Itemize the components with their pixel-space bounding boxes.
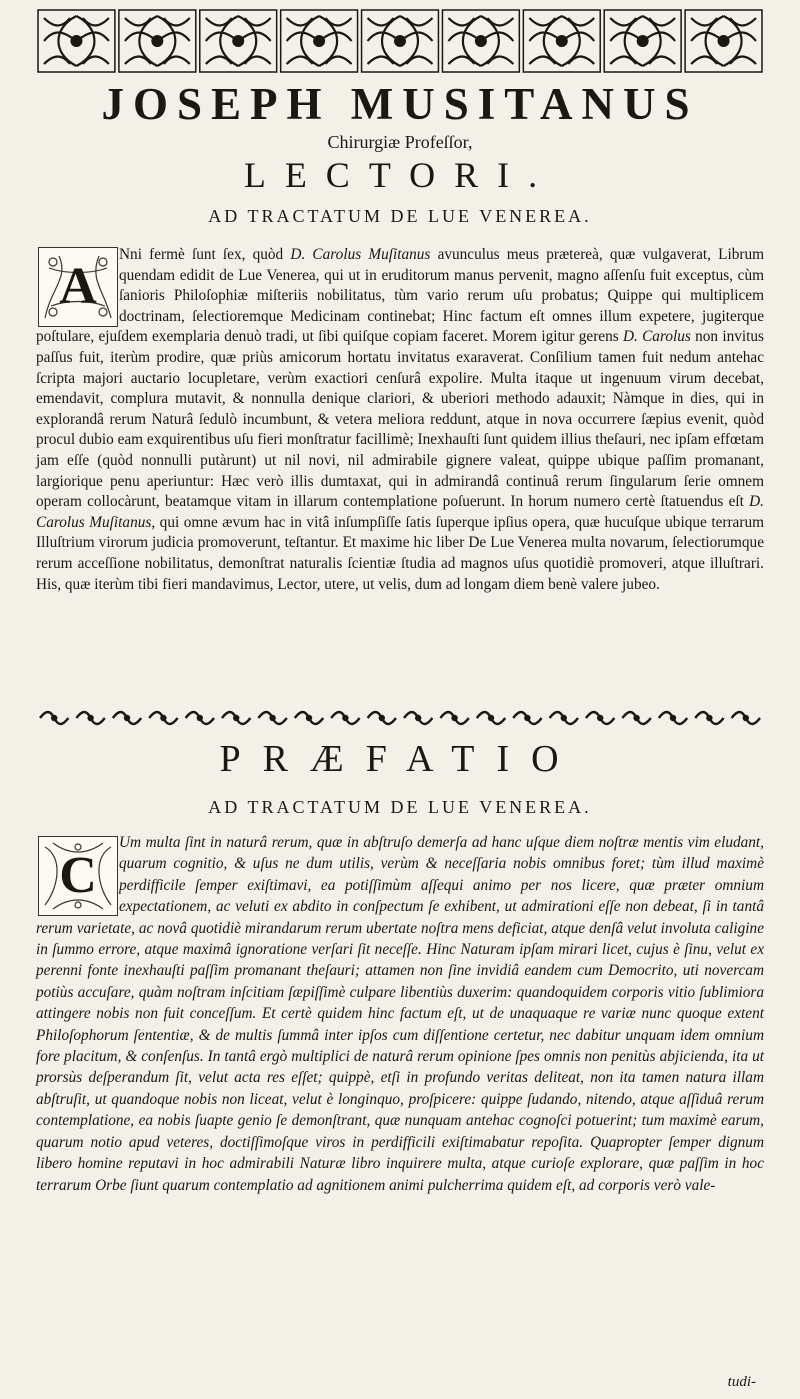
fleuron-icon (258, 712, 286, 724)
fleuron-divider-row (36, 708, 764, 728)
head-ornament-tile (362, 10, 439, 72)
initial-letter: C (59, 847, 97, 904)
head-ornament-tile (119, 10, 196, 72)
catchword: tudi- (727, 1374, 756, 1390)
fleuron-icon (40, 712, 68, 724)
head-ornament-tile (200, 10, 277, 72)
fleuron-icon (586, 712, 614, 724)
head-ornament-tile (442, 10, 519, 72)
fleuron-icon (622, 712, 650, 724)
praefatio-subtitle: AD TRACTATUM DE LUE VENEREA. (208, 797, 592, 817)
praefatio-paragraph (36, 832, 764, 1196)
head-ornament-tile (281, 10, 358, 72)
fleuron-icon (659, 712, 687, 724)
fleuron-icon (76, 712, 104, 724)
italic-name-run: D. Carolus Muſitanus (36, 493, 764, 531)
fleuron-icon (331, 712, 359, 724)
text-run: avunculus meus prætereà, quæ vulgaverat, Librum quendam edidit de Lue Venerea, qui ut in eruditorum manus pervenit, magno aſſenſu fuit exceptus, cùm ſanioris Philoſophiæ miſteriis nobilitatus, tùm vario rerum uſu probatus; Quippe qui multiplicem doctrinam, ſelectioremque Medicinam continebat; Hinc factum eſt omnes illum expetere, jugiterque poſtulare, ejuſdem exemplaria denuò tradi, ut ſibi quiſque copiam faceret. Morem igitur gerens (36, 246, 764, 346)
initial-letter: A (59, 258, 97, 315)
fleuron-icon (550, 712, 578, 724)
head-ornament-band (36, 6, 764, 78)
fleuron-icon (295, 712, 323, 724)
praefatio-text: Um multa ſint in naturâ rerum, quæ in abſtruſo demerſa ad hanc uſque diem noſtræ mentis vim eludant, quarum cognitio, & uſus ne dum utilis, verùm & neceſſaria nobis omnibus foret; tùm illud maximè perdifficile ſemper exiſtimavi, ea potiſſimùm aſſequi animo per nos licere, quæ præter omnium expectationem, ac veluti ex abdito in conſpectum ſe exhibent, ut admirationi eſſe non debeat, ſi in tantâ rerum varietate, ac novâ quotidiè mirandarum rerum ubertate noſtra mens deficiat, atque denſâ velut involuta caligine in ſummo errore, atque maximâ ignoratione verſari ſit neceſſe. Hinc Naturam ipſam mirari licet, cujus è ſinu, velut ex perenni fonte inexhauſti paſſim promanant theſauri; attamen non ſine invidiâ eandem cum Democrito, uti novercam potiùs accuſare, quàm noſtram inſcitiam ſæpiſſimè culpare libentiùs duxerim: quandoquidem corporis vitio ſublimiora attingere nobis non fuit conceſſum. Et certè quidem hinc factum eſt, ut de unaquaque re variæ nunc quoque extent Philoſophorum ſententiæ, & de multis ſummâ inter ipſos cum diſſentione certetur, nec dabitur unquam idem omnium fore placitum, & conſenſus. In tantâ ergò multiplici de naturâ rerum opinione ſpes omnis non penitùs abjicienda, ita ut prorsùs deſperandum ſit, velut acta res eſſet; quippè, etſi in profundo veritas deliteat, non ita tamen natura illam abſtruſit, ut quandoque nobis non liceat, velut è longinquo, proſpicere: quippe ſudando, nitendo, atque aſſiduâ rerum contemplatione, ea nobis ſuapte genio ſe demonſtrant, quæ nunquam antehac cognoſci potuerint; tum maximè earum, quarum notio apud veteres, doctiſſimoſque viros in perdifficili exiſtimabatur repoſita. Quapropter ſemper dignum libero homine reputavi in hoc admirabili Naturæ libro inquirere multa, atque curioſe explorare, quæ paſſim in hoc terrarum Orbe ſiunt quarum contemplatio ad agnitionem animi pulcherrima quidem eſt, ad corporis verò vale- (36, 834, 764, 1194)
head-ornament-tile (38, 10, 115, 72)
fleuron-icon (477, 712, 505, 724)
author-role: Chirurgiæ Profeſſor, (327, 132, 473, 152)
italic-name-run: D. Carolus (622, 328, 691, 346)
fleuron-icon (404, 712, 432, 724)
praefatio-heading: PRÆFATIO (219, 738, 581, 780)
head-ornament-tile (685, 10, 762, 72)
head-ornament-tile (523, 10, 600, 72)
fleuron-icon (222, 712, 250, 724)
text-run: , qui omne ævum hac in vitâ inſumpſiſſe ſatis ſuperque ipſius opera, quæ hucuſque ubique terrarum Illuſtrium virorum judicia promoverunt, teſtantur. Et maxime hic liber De Lue Venerea multa novarum, ſelectiorumque rerum acceſſione nobilitatus, demonſtrat naturalis ſcientiæ ſtudia ad magnos uſus quotidiè promoveri, atque illuſtrari. His, quæ iterùm tibi fieri mandavimus, Lector, utere, ut velis, dum ad longam diem benè valere jubeo. (36, 513, 764, 593)
fleuron-icon (186, 712, 214, 724)
text-run: Nni fermè ſunt ſex, quòd (119, 246, 291, 263)
lector-subtitle: AD TRACTATUM DE LUE VENEREA. (208, 206, 592, 226)
fleuron-icon (440, 712, 468, 724)
fleuron-icon (149, 712, 177, 724)
text-run: non invitus paſſus fuit, iterùm prodire, quæ priùs amicorum hortatu invitatus exaraverat. Conſilium tamen fuit nedum antehac ſcripta majori auctario locupletare, verùm exactiori cenſurâ expolire. Multa itaque ut ingenuum virum decebat, emendavit, complura mutavit, & nonnulla denique clariori, & uberiori methodo adauxit; Nàmque in dies, qui in explorandâ rerum Naturâ ſedulò incumbunt, & vetera meliora reddunt, atque in nova occurrere ſæpius evenit, quòd procul dubio eam exquirentibus uſu fieri monſtratur facillimè; Inexhauſti ſunt quidem illius theſauri, nec ipſam effœtam jam eſſe (quòd nonnulli putàrunt) ut nil novi, nil admirabile gignere valeat, quippe ubique paſſim promanant, largiorique penu aperiuntur: Hæc verò illis dumtaxat, qui in admirandâ continuâ rerum ſingularum ſerie omnem operam collocàrunt, beatamque vitam in illarum contemplatione poſuerunt. In horum numero certè ſtatuendus eſt (36, 328, 764, 511)
fleuron-icon (113, 712, 141, 724)
fleuron-icon (732, 712, 760, 724)
fleuron-icon (695, 712, 723, 724)
fleuron-icon (368, 712, 396, 724)
italic-name-run: D. Carolus Muſitanus (290, 246, 431, 263)
author-heading: JOSEPH MUSITANUS (101, 79, 699, 129)
fleuron-icon (513, 712, 541, 724)
head-ornament-tile (604, 10, 681, 72)
lector-paragraph (36, 245, 764, 595)
lector-heading: LECTORI. (243, 155, 557, 195)
